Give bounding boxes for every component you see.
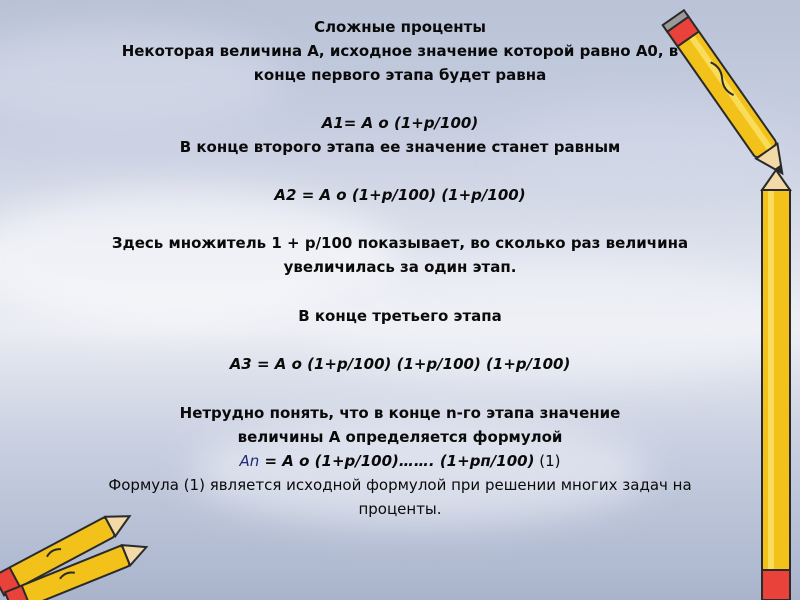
formula-an-body: = А о (1+р/100)……. (1+рп/100) <box>259 452 535 470</box>
stage3-text: В конце третьего этапа <box>298 307 502 325</box>
multiplier-line-2: увеличилась за один этап. <box>283 258 517 276</box>
formula-a3: А3 = А о (1+р/100) (1+р/100) (1+р/100) <box>229 355 571 373</box>
formula-an <box>0 451 800 471</box>
stage2-text: В конце второго этапа ее значение станет равным <box>179 138 621 156</box>
formula-a2: А2 = А о (1+р/100) (1+р/100) <box>274 186 526 204</box>
intro-line-1: Некоторая величина А, исходное значение которой равно А0, в <box>121 42 679 60</box>
closing-line-1: Формула (1) является исходной формулой при решении многих задач на <box>108 476 692 494</box>
multiplier-line-1: Здесь множитель 1 + р/100 показывает, во сколько раз величина <box>111 234 689 252</box>
slide-title: Сложные проценты <box>314 18 486 36</box>
pencils-bottom-left <box>0 505 160 600</box>
intro-line-2: конце первого этапа будет равна <box>253 66 547 84</box>
closing-line-2: проценты. <box>358 500 442 518</box>
formula-a1: А1= А о (1+р/100) <box>321 114 479 132</box>
nth-stage-line-1: Нетрудно понять, что в конце n-го этапа значение <box>179 404 621 422</box>
nth-stage-line-2: величины А определяется формулой <box>237 428 563 446</box>
formula-number: (1) <box>534 452 561 470</box>
formula-an-prefix: Аn <box>239 452 260 470</box>
